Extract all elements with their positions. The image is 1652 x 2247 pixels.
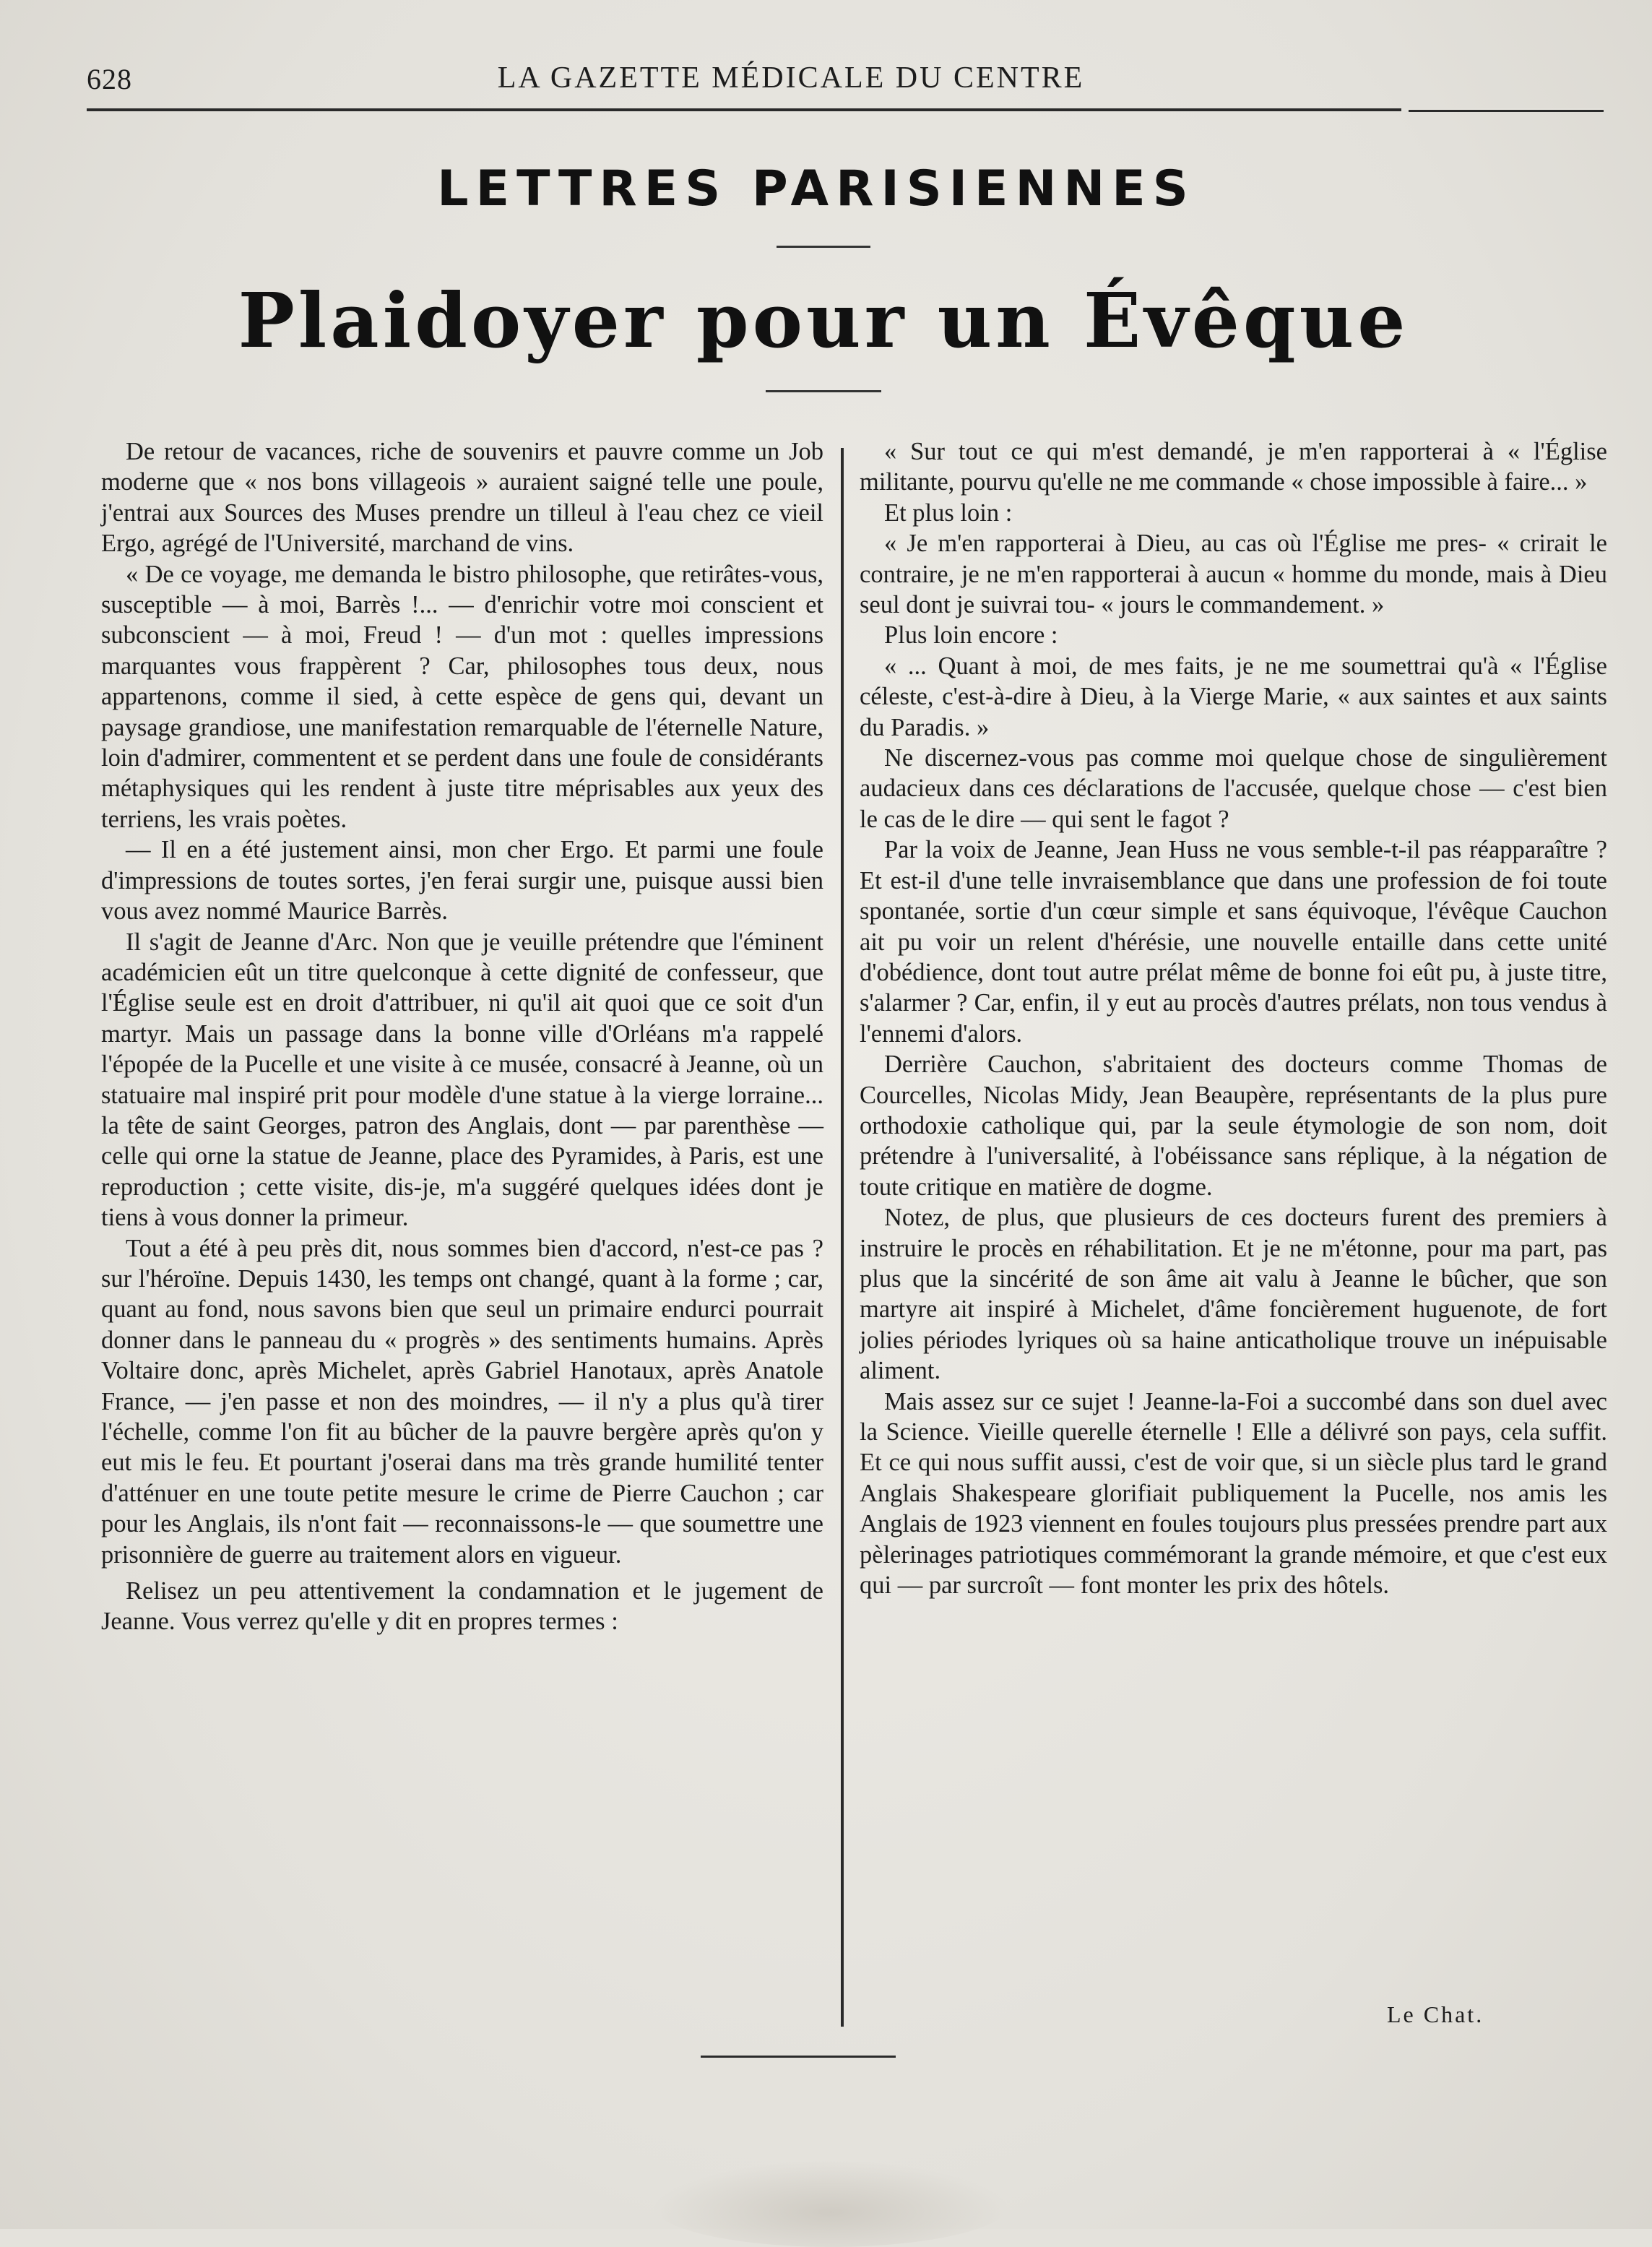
paragraph: De retour de vacances, riche de souvenirs et pauvre comme un Job moderne que « nos bons villageois » auraient saigné telle une poule, j'entrai aux Sources des Muses prendre un tilleul à l'eau chez ce vieil Ergo, agrégé de l'Université, marchand de vins. [101, 438, 823, 558]
header-rule-end [1409, 110, 1604, 112]
paragraph: Par la voix de Jeanne, Jean Huss ne vous semble-t-il pas réapparaître ? Et est-il d'une telle invraisemblance que dans une profession de foi toute spontanée, sortie d'un cœur simple et sans équivoque, l'évêque Cauchon ait pu voir un relent d'hérésie, une nouvelle entaille dans cette unité d'obédience, dont tout autre prélat même de bonne foi eût pu, à juste titre, s'alarmer ? Car, enfin, il y eut au procès d'autres prélats, non tous vendus à l'ennemi d'alors. [860, 836, 1607, 1048]
paragraph: Tout a été à peu près dit, nous sommes bien d'accord, n'est-ce pas ? sur l'héroïne. Depuis 1430, les temps ont changé, quant à la forme ; car, quant au fond, nous savons bien que seul un primaire endurci pourrait donner dans le panneau du « progrès » des sentiments humains. Après Voltaire donc, après Michelet, après Gabriel Hanotaux, après Anatole France, — j'en passe et non des moindres, — il n'y a plus qu'à tirer l'échelle, comme l'on fit au bûcher de la pauvre bergère après qu'on y eut mis le feu. Et pourtant j'oserai dans ma très grande humilité tenter d'atténuer en une toute petite mesure le crime de Pierre Cauchon ; car pour les Anglais, ils n'ont fait — reconnaissons-le — que soumettre une prisonnière de guerre au traitement alors en vigueur. [101, 1234, 823, 1569]
paragraph: Derrière Cauchon, s'abritaient des docteurs comme Thomas de Courcelles, Nicolas Midy, Jean Beaupère, représentants de la plus pure orthodoxie catholique qui, par la seule étymologie de son nom, doit prétendre à l'universalité, à l'obéissance sans réplique, à la négation de toute critique en matière de dogme. [860, 1051, 1607, 1201]
paragraph: Ne discernez-vous pas comme moi quelque chose de singulièrement audacieux dans ces déclarations de l'accusée, quelque chose — c'est bien le cas de le dire — qui sent le fagot ? [860, 744, 1607, 833]
article-title: Plaidoyer pour un Évêque [238, 276, 1409, 365]
paragraph: Relisez un peu attentivement la condamnation et le jugement de Jeanne. Vous verrez qu'elle y dit en propres termes : [101, 1577, 823, 1636]
page-number: 628 [87, 63, 132, 95]
section-rule [777, 246, 870, 248]
quotation: « ... Quant à moi, de mes faits, je ne me soumettrai qu'à « l'Église céleste, c'est-à-dire à Dieu, à la Vierge Marie, « aux saintes et aux saints du Paradis. » [860, 652, 1607, 741]
author-signature: Le Chat. [1387, 2001, 1484, 2027]
page-stain [650, 2160, 1011, 2247]
page-header [87, 56, 1618, 100]
journal-title: LA GAZETTE MÉDICALE DU CENTRE [497, 61, 1085, 95]
paragraph: — Il en a été justement ainsi, mon cher Ergo. Et parmi une foule d'impressions de toutes sortes, j'en ferai surgir une, puisque aussi bien vous avez nommé Maurice Barrès. [101, 836, 823, 926]
paragraph: Mais assez sur ce sujet ! Jeanne-la-Foi a succombé dans son duel avec la Science. Vieille querelle éternelle ! Elle a délivré son pays, cela suffit. Et ce qui nous suffit aussi, c'est de voir que, si un siècle plus tard le grand Anglais Shakespeare glorifiait publiquement la Pucelle, nos amis les Anglais de 1923 viennent en foules toujours plus pressées prendre part aux pèlerinages patriotiques commémorant la grande mémoire, et que c'est eux qui — par surcroît — font monter les prix des hôtels. [860, 1387, 1607, 1600]
quotation: « Je m'en rapporterai à Dieu, au cas où l'Église me pres- « crirait le contraire, je ne m'en rapporterai à aucun « homme du monde, mais à Dieu seul dont je suivrai tou- « jours le commandement. » [860, 530, 1607, 619]
paragraph: Et plus loin : [884, 499, 1013, 527]
header-rule [87, 108, 1604, 111]
paragraph: « De ce voyage, me demanda le bistro philosophe, que retirâtes-vous, susceptible — à moi, Barrès !... — d'enrichir votre moi conscient et subconscient — à moi, Freud ! — d'un mot : quelles impressions marquantes vous frappèrent ? Car, philosophes tous deux, nous appartenons, comme il sied, à cette espèce de gens qui, devant un paysage grandiose, une manifestation remarquable de l'éternelle Nature, loin d'admirer, commentent et se perdent dans une foule de considérants métaphysiques qui les rendent à juste titre méprisables aux yeux des terriens, les vrais poètes. [101, 560, 823, 833]
title-rule [766, 390, 881, 392]
left-column [101, 436, 823, 1637]
bottom-rule [701, 2056, 896, 2058]
right-column [860, 436, 1607, 1600]
paragraph: Notez, de plus, que plusieurs de ces docteurs furent des premiers à instruire le procès en réhabilitation. Et je ne m'étonne, pour ma part, pas plus que la sincérité de son âme ait valu à Jeanne le bûcher, que son martyre ait inspiré à Michelet, d'âme foncièrement huguenote, de fort jolies périodes lyriques où sa haine anticatholique trouve un inépuisable aliment. [860, 1204, 1607, 1385]
section-title: LETTRES PARISIENNES [437, 160, 1195, 217]
column-divider [841, 448, 844, 2027]
paragraph: Il s'agit de Jeanne d'Arc. Non que je veuille prétendre que l'éminent académicien eût un titre quelconque à cette dignité de confesseur, que l'Église seule est en droit d'attribuer, ni qu'il ait quoi que ce soit d'un martyr. Mais un passage dans la bonne ville d'Orléans m'a rappelé l'épopée de la Pucelle et une visite à ce musée, consacré à Jeanne, où un statuaire mal inspiré prit pour modèle d'une statue à la vierge lorraine... la tête de saint Georges, patron des Anglais, dont — par parenthèse — celle qui orne la statue de Jeanne, place des Pyramides, à Paris, est une reproduction ; cette visite, dis-je, m'a suggéré quelques idées dont je tiens à vous donner la primeur. [101, 928, 823, 1232]
paragraph: Plus loin encore : [884, 621, 1058, 650]
quotation: « Sur tout ce qui m'est demandé, je m'en rapporterai à « l'Église militante, pourvu qu'elle ne me commande « chose impossible à faire... » [860, 438, 1607, 496]
